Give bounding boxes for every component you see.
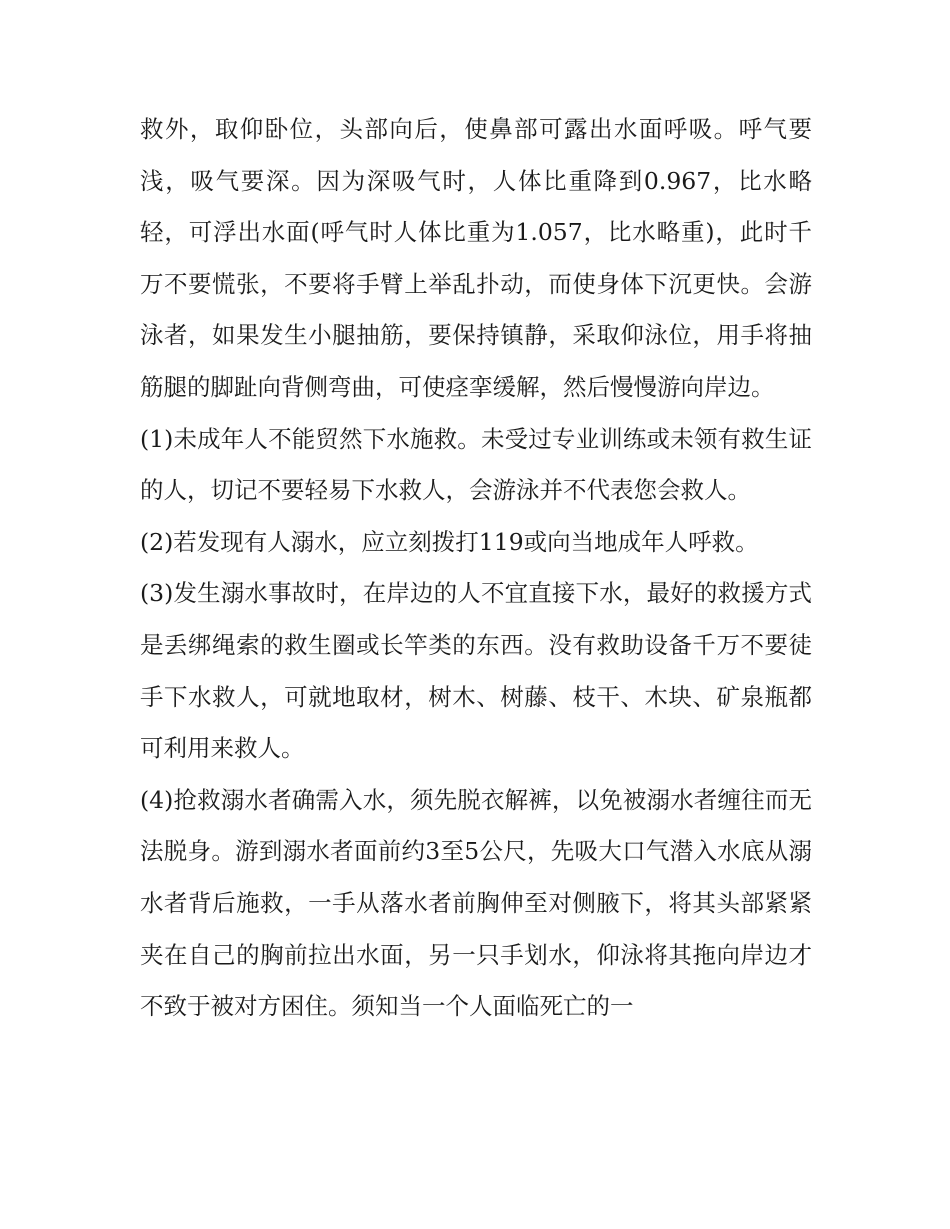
document-body (140, 104, 812, 1033)
paragraph-floating-technique: 救外，取仰卧位，头部向后，使鼻部可露出水面呼吸。呼气要浅，吸气要深。因为深吸气时，人体比重降到0.967，比水略轻，可浮出水面(呼气时人体比重为1.057，比水略重)，此时千万不要慌张，不要将手臂上举乱扑动，而使身体下沉更快。会游泳者，如果发生小腿抽筋，要保持镇静，采取仰泳位，用手将抽筋腿的脚趾向背侧弯曲，可使痉挛缓解，然后慢慢游向岸边。 (140, 115, 812, 401)
paragraph-rule-4: (4)抢救溺水者确需入水，须先脱衣解裤，以免被溺水者缠往而无法脱身。游到溺水者面前约3至5公尺，先吸大口气潜入水底从溺水者背后施救，一手从落水者前胸伸至对侧腋下，将其头部紧紧夹在自己的胸前拉出水面，另一只手划水，仰泳将其拖向岸边才不致于被对方困住。须知当一个人面临死亡的一 (140, 785, 812, 1021)
paragraph-rule-2: (2)若发现有人溺水，应立刻拨打119或向当地成年人呼救。 (140, 527, 759, 556)
paragraph-rule-1: (1)未成年人不能贸然下水施救。未受过专业训练或未领有救生证的人，切记不要轻易下水救人，会游泳并不代表您会救人。 (140, 424, 812, 505)
paragraph-rule-3: (3)发生溺水事故时，在岸边的人不宜直接下水，最好的救援方式是丢绑绳索的救生圈或长竿类的东西。没有救助设备千万不要徒手下水救人，可就地取材，树木、树藤、枝干、木块、矿泉瓶都可利用来救人。 (140, 579, 812, 763)
